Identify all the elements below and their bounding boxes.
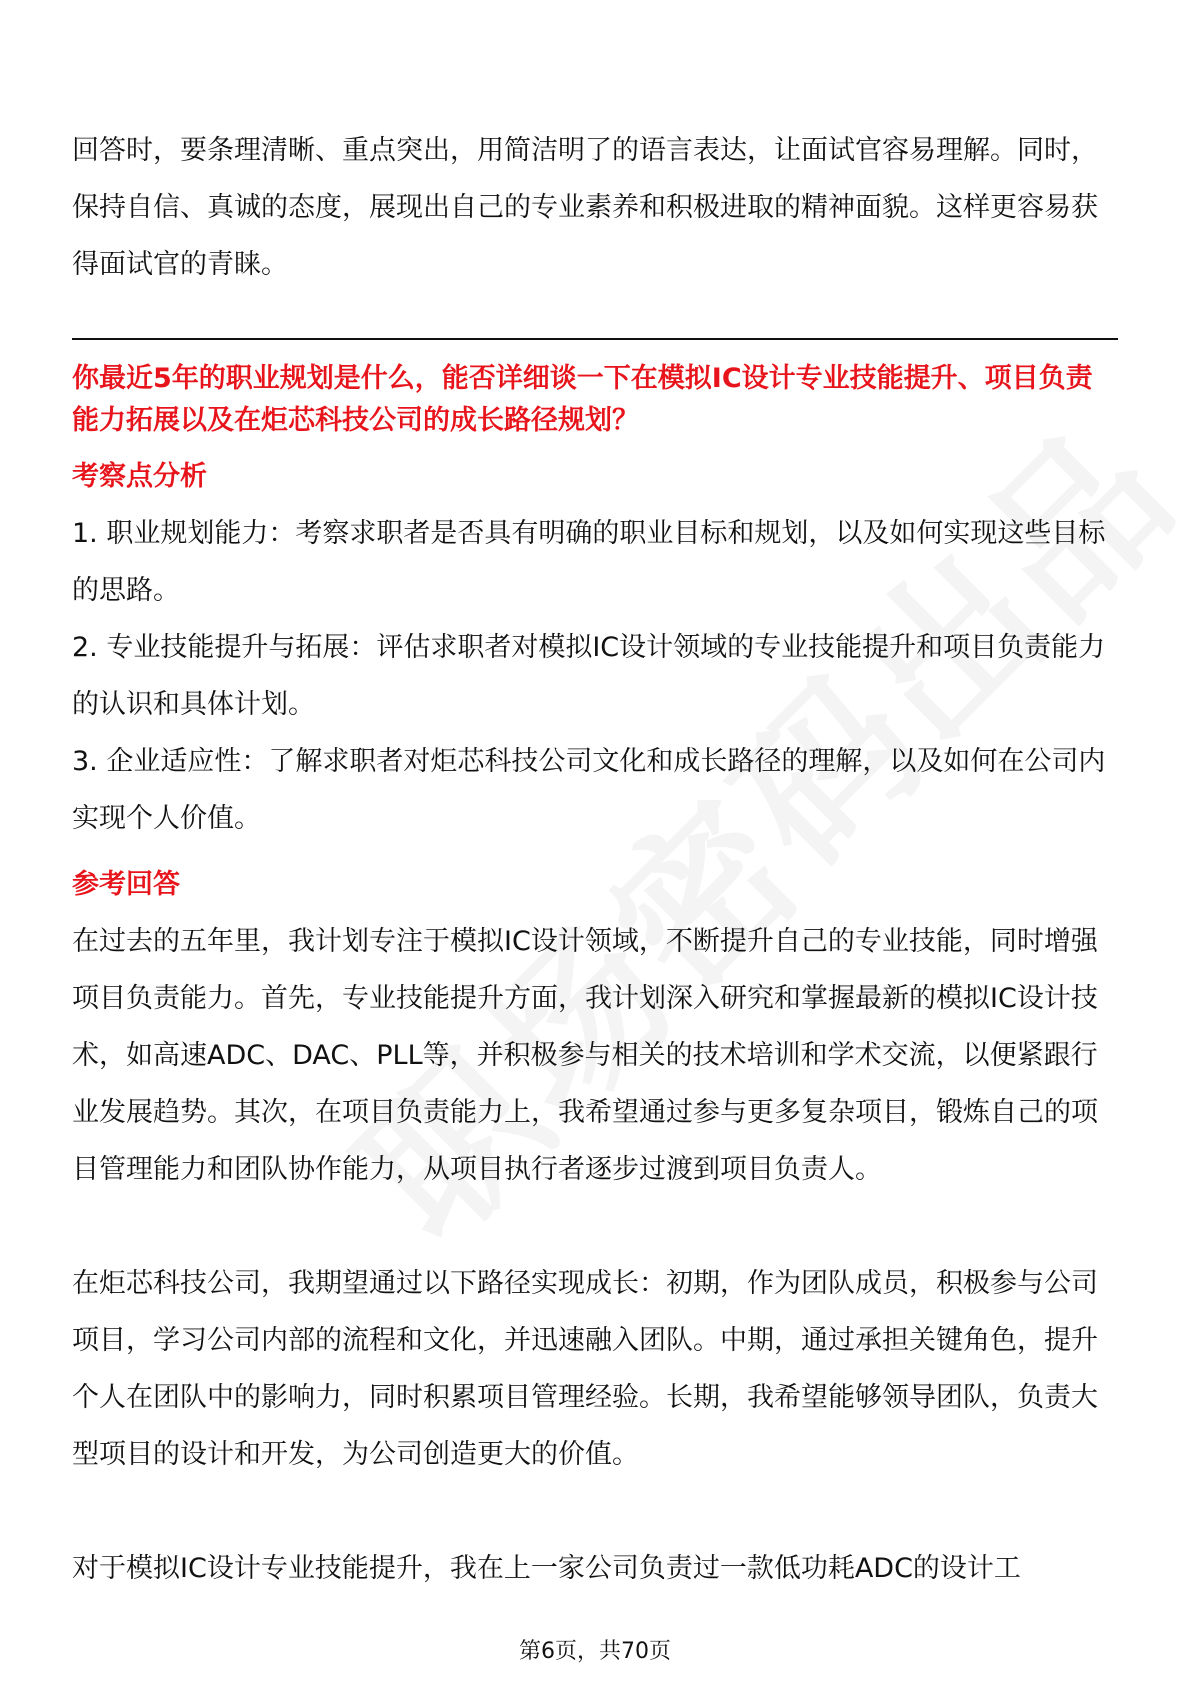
analysis-item: 2. 专业技能提升与拓展：评估求职者对模拟IC设计领域的专业技能提升和项目负责能力的认识和具体计划。: [72, 632, 1106, 720]
answer-paragraph: 对于模拟IC设计专业技能提升，我在上一家公司负责过一款低功耗ADC的设计工: [72, 1553, 1021, 1584]
analysis-item: 1. 职业规划能力：考察求职者是否具有明确的职业目标和规划，以及如何实现这些目标的思路。: [72, 518, 1106, 606]
answer-title: 参考回答: [72, 869, 180, 900]
analysis-title: 考察点分析: [72, 461, 207, 492]
analysis-item: 3. 企业适应性：了解求职者对炬芯科技公司文化和成长路径的理解，以及如何在公司内实现个人价值。: [72, 746, 1106, 834]
page-number-footer: 第6页，共70页: [519, 1639, 671, 1664]
analysis-list: [72, 505, 1118, 847]
page-content: [72, 122, 1118, 1597]
paragraph-gap: [72, 1198, 1118, 1255]
answer-paragraph: 在炬芯科技公司，我期望通过以下路径实现成长：初期，作为团队成员，积极参与公司项目，学习公司内部的流程和文化，并迅速融入团队。中期，通过承担关键角色，提升个人在团队中的影响力，同时积累项目管理经验。长期，我希望能够领导团队，负责大型项目的设计和开发，为公司创造更大的价值。: [72, 1268, 1098, 1470]
interview-question: 你最近5年的职业规划是什么，能否详细谈一下在模拟IC设计专业技能提升、项目负责能力拓展以及在炬芯科技公司的成长路径规划？: [72, 363, 1093, 436]
section-divider: [72, 338, 1118, 340]
paragraph-gap: [72, 1483, 1118, 1540]
answer-paragraph: 在过去的五年里，我计划专注于模拟IC设计领域，不断提升自己的专业技能，同时增强项目负责能力。首先，专业技能提升方面，我计划深入研究和掌握最新的模拟IC设计技术，如高速ADC、DAC、PLL等，并积极参与相关的技术培训和学术交流，以便紧跟行业发展趋势。其次，在项目负责能力上，我希望通过参与更多复杂项目，锻炼自己的项目管理能力和团队协作能力，从项目执行者逐步过渡到项目负责人。: [72, 926, 1098, 1185]
intro-paragraph: 回答时，要条理清晰、重点突出，用简洁明了的语言表达，让面试官容易理解。同时，保持自信、真诚的态度，展现出自己的专业素养和积极进取的精神面貌。这样更容易获得面试官的青睐。: [72, 135, 1098, 280]
